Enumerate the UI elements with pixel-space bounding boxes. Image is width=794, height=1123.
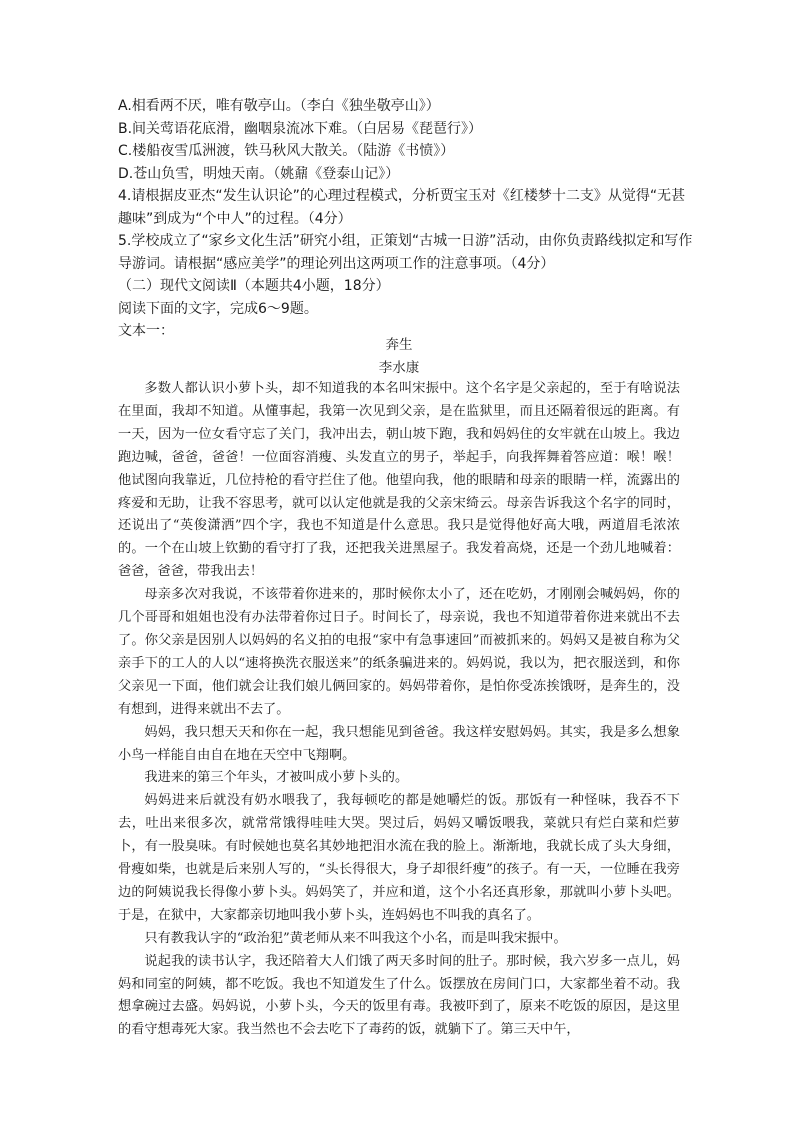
story-paragraph: 只有教我认字的“政治犯”黄老师从来不叫我这个小名，而是叫我宋振中。 (144, 930, 567, 946)
section-heading: （二）现代文阅读Ⅱ（本题共4小题，18分） (118, 278, 390, 294)
question-4: 4.请根据皮亚杰“发生认识论”的心理过程模式，分析贾宝玉对《红楼梦十二支》从觉得“无甚趣味”到成为“个中人”的过程。（4分） (118, 188, 686, 227)
text-label: 文本一： (118, 323, 174, 339)
story-paragraph: 母亲多次对我说，不该带着你进来的，那时候你太小了，还在吃奶，才刚刚会喊妈妈，你的几个哥哥和姐姐也没有办法带着你过日子。时间长了，母亲说，我也不知道带着你进来就出不去了。你父亲是因别人以妈妈的名义拍的电报“家中有急事速回”而被抓来的。妈妈又是被自称为父亲手下的工人的人以“速将换洗衣服送来”的纸条骗进来的。妈妈说，我以为，把衣服送到，和你父亲见一下面，他们就会让我们娘儿俩回家的。妈妈带着你，是怕你受冻挨饿呀，是奔生的，没有想到，进得来就出不去了。 (118, 587, 680, 717)
story-paragraph: 妈妈，我只想天天和你在一起，我只想能见到爸爸。我这样安慰妈妈。其实，我是多么想象小鸟一样能自由自在地在天空中飞翔啊。 (118, 724, 680, 763)
story-body (118, 378, 680, 1042)
story-paragraph: 妈妈进来后就没有奶水喂我了，我每顿吃的都是她嚼烂的饭。那饭有一种怪味，我吞不下去，吐出来很多次，就常常饿得哇哇大哭。哭过后，妈妈又嚼饭喂我，菜就只有烂白菜和烂萝卜，有一股臭味。有时候她也莫名其妙地把泪水流在我的脸上。渐渐地，我就长成了头大身细，骨瘦如柴，也就是后来别人写的，“头长得很大，身子却很纤瘦”的孩子。有一天，一位睡在我旁边的阿姨说我长得像小萝卜头。妈妈笑了，并应和道，这个小名还真形象，那就叫小萝卜头吧。于是，在狱中，大家都亲切地叫我小萝卜头，连妈妈也不叫我的真名了。 (118, 793, 680, 923)
story-paragraph: 多数人都认识小萝卜头，却不知道我的本名叫宋振中。这个名字是父亲起的，至于有啥说法在里面，我却不知道。从懂事起，我第一次见到父亲，是在监狱里，而且还隔着很远的距离。有一天，因为一位女看守忘了关门，我冲出去，朝山坡下跑，我和妈妈住的女牢就在山坡上。我边跑边喊，爸爸，爸爸！一位面容消瘦、头发直立的男子，举起手，向我挥舞着答应道：喉！喉！他试图向我靠近，几位持枪的看守拦住了他。他望向我，他的眼睛和母亲的眼睛一样，流露出的疼爱和无助，让我不容思考，就可以认定他就是我的父亲宋绮云。母亲告诉我这个名字的同时，还说出了“英俊潇洒”四个字，我也不知道是什么意思。我只是觉得他好高大哦，两道眉毛浓浓的。一个在山坡上钦勤的看守打了我，还把我关进黑屋子。我发着高烧，还是一个劲儿地喊着：爸爸，爸爸，带我出去！ (118, 381, 680, 580)
question-block (118, 95, 698, 343)
option-c: C.楼船夜雪瓜洲渡，铁马秋风大散关。（陆游《书愤》） (118, 143, 455, 159)
story-paragraph: 说起我的读书认字，我还陪着大人们饿了两天多时间的肚子。那时候，我六岁多一点儿，妈妈和同室的阿姨，都不吃饭。我也不知道发生了什么。饭摆放在房间门口，大家都坐着不动。我想拿碗过去盛。妈妈说，小萝卜头，今天的饭里有毒。我被吓到了，原来不吃饭的原因，是这里的看守想毒死大家。我当然也不会去吃下了毒药的饭，就躺下了。第三天中午， (118, 953, 680, 1038)
instruction-text: 阅读下面的文字，完成6～9题。 (118, 300, 318, 317)
option-b: B.间关莺语花底滑，幽咽泉流冰下难。（白居易《琵琶行》） (118, 120, 483, 137)
question-5: 5.学校成立了“家乡文化生活”研究小组，正策划“古城一日游”活动，由你负责路线拟定和写作导游词。请根据“感应美学”的理论列出这两项工作的注意事项。（4分） (118, 233, 693, 272)
story-author: 李水康 (378, 360, 420, 376)
story-title: 奔生 (385, 337, 413, 353)
story-paragraph: 我进来的第三个年头，才被叫成小萝卜头的。 (144, 770, 409, 786)
option-a: A.相看两不厌，唯有敬亭山。（李白《独坐敬亭山》） (118, 98, 440, 114)
option-d: D.苍山负雪，明烛天南。（姚鼐《登泰山记》） (118, 165, 400, 182)
